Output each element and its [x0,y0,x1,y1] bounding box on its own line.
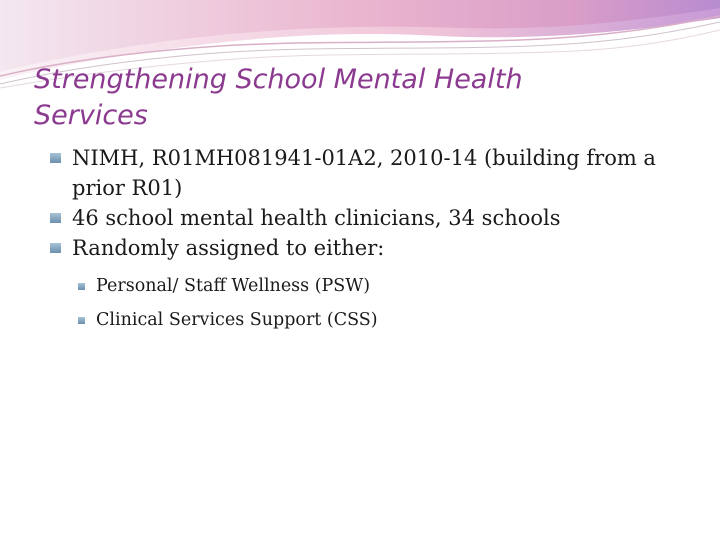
square-bullet-icon [78,283,85,290]
bullet-item [50,233,700,335]
bullet-list [50,143,700,339]
bullet-item [50,143,700,203]
sub-bullet-list [72,271,700,335]
bullet-text: Randomly assigned to either: [72,236,385,260]
bullet-text: 46 school mental health clinicians, 34 schools [72,206,561,230]
square-bullet-icon [50,213,61,223]
sub-bullet-text: Personal/ Staff Wellness (PSW) [96,276,371,296]
bullet-text: NIMH, R01MH081941-01A2, 2010-14 (building from a prior R01) [72,146,656,200]
sub-bullet-item [72,271,700,301]
square-bullet-icon [50,243,61,253]
square-bullet-icon [50,153,61,163]
square-bullet-icon [78,317,85,324]
sub-bullet-text: Clinical Services Support (CSS) [96,310,378,330]
slide-title: Strengthening School Mental Health Services [34,64,523,131]
bullet-item [50,203,700,233]
sub-bullet-item [72,305,700,335]
